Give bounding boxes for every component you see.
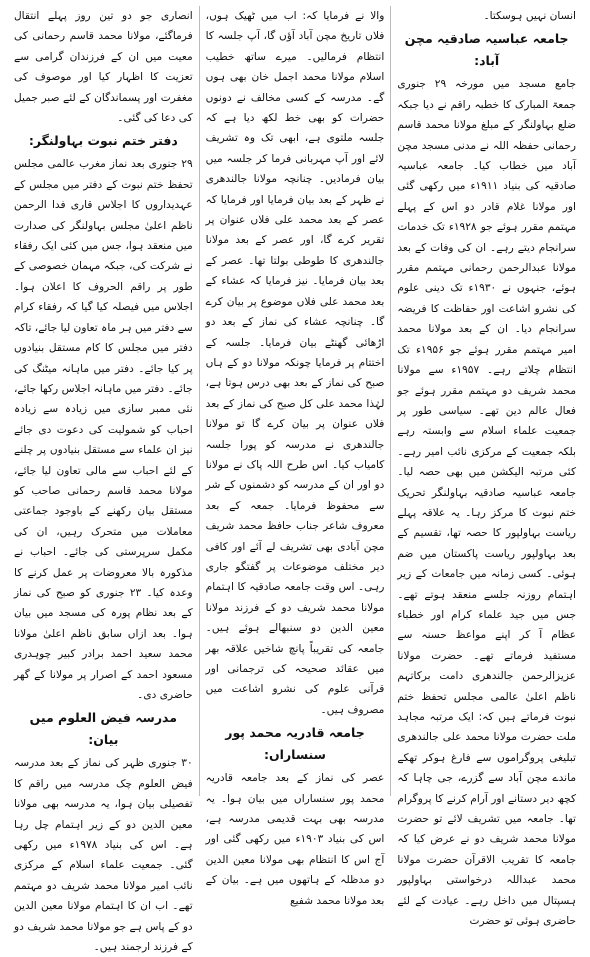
section-heading: جامعہ قادریہ محمد پور سنساراں: xyxy=(225,725,365,763)
column-middle xyxy=(200,6,392,907)
column-right xyxy=(391,6,582,928)
article-paragraph: ۳۰ جنوری ظہر کی نماز کے بعد مدرسہ فیض العلوم چک مدرسہ میں راقم کا تفصیلی بیان ہوا، یہ مدرسہ بھی مولانا معین الدین دو کے زیر اہتمام چل رہا ہے۔ اس کی بنیاد ۱۹۷۸ء میں رکھی گئی۔ جمعیت علماء اسلام کے مرکزی نائب امیر مولانا محمد شریف دو مہتمم تھے۔ اب ان کا اہتمام مولانا معین الدین دو کے پاس ہے جو مولانا محمد شریف دو کے فرزند ارجمند ہیں۔ xyxy=(13,757,193,954)
article-paragraph: ۲۹ جنوری بعد نماز مغرب عالمی مجلس تحفظ ختم نبوت کے دفتر میں مجلس کے عہدیداروں کا اجلاس قاری فدا الرحمن ناظم اعلیٰ مجلس بہاولنگر کی صدارت میں منعقد ہوا، جس میں کئی ایک رفقاء نے شرکت کی، جبکہ مہمان خصوصی کے طور پر راقم الحروف کا اعلان ہوا۔ اجلاس میں فیصلہ کیا گیا کہ رفقاء کرام سے دفتر میں ہر ماہ تعاون لیا جائے، تاکہ دفتر میں مجلس کا کام مستقل بنیادوں پر کیا جائے۔ دفتر میں ماہانہ میٹنگ کی جائے۔ دفتر میں ماہانہ اجلاس رکھا جائے، نئی ممبر سازی میں زیادہ سے زیادہ احباب کو شمولیت کی دعوت دی جائے نیز ان علماء سے مستقل بنیادوں پر چلنے کے لئے احباب سے مالی تعاون لیا جائے، مولانا محمد قاسم رحمانی صاحب کو مستقل بیان رکھنے کے باوجود جماعتی معاملات میں متحرک رہیں، ان کی مکمل سرپرستی کی جائے۔ احباب نے مذکورہ بالا معروضات پر عمل کرنے کا وعدہ کیا۔ ۲۳ جنوری کو صبح کی نماز کے بعد نظام پورہ کی مسجد میں بیان ہوا۔ بعد ازاں سابق ناظم اعلیٰ مولانا محمد سعید احمد برادر کبیر چوہدری مسعود احمد کے اصرار پر مولانا کے گھر حاضری دی۔ xyxy=(13,158,193,701)
article-paragraph: جامع مسجد میں مورخہ ۲۹ جنوری جمعۃ المبارک کا خطبہ راقم نے دیا جبکہ ضلع بہاولنگر کے مبلغ مولانا محمد قاسم رحمانی حفظہ اللہ نے مدنی مسجد مچن آباد میں خطاب کیا۔ جامعہ عباسیہ صادقیہ کی بنیاد ۱۹۱۱ء میں رکھی گئی اور مولانا غلام قادر دو اس کے پہلے مہتمم مقرر ہوئے جو ۱۹۲۸ء تک خدمات سرانجام دیتے رہے۔ ان کی وفات کے بعد مولانا عبدالرحمن رحمانی مہتمم مقرر ہوئے، جنہوں نے ۱۹۳۰ء تک دینی علوم کی نشرو اشاعت اور حفاظت کا فریضہ سرانجام دیا۔ ان کے بعد مولانا محمد امیر مہتمم مقرر ہوئے جو ۱۹۵۶ء تک انتظام چلاتے رہے۔ ۱۹۵۷ء سے مولانا محمد شریف دو مہتمم مقرر ہوئے جو فعال عالم دین تھے۔ سیاسی طور پر جمعیت علماء اسلام سے وابستہ رہے بلکہ جمعیت کے مرکزی نائب امیر رہے۔ کئی مرتبہ الیکشن میں بھی حصہ لیا۔ جامعہ عباسیہ صادقیہ بہاولنگر تحریک ختم نبوت کا مرکز رہا۔ یہ علاقہ پہلے ریاست بہاولپور کا حصہ تھا، تقسیم کے بعد بہاولپور ریاست پاکستان میں ضم ہوئی۔ کسی زمانہ میں جامعات کے زیر اہتمام روزنہ جلسے منعقد ہوتے تھے۔ جس میں جید علماء کرام اور خطباء عظام آ کر اپنے مواعظ حسنہ سے مستفید فرماتے تھے۔ حضرت مولانا عزیزالرحمن جالندھری دامت برکاتہم ناظم اعلیٰ عالمی مجلس تحفظ ختم نبوت فرماتے ہیں کہ: ایک مرتبہ مجاہد ملت حضرت مولانا محمد علی جالندھری تبلیغی پروگراموں سے فارغ ہوکر تھکے ماندے مچن آباد سے گزرے، جی چاہا کہ کچھ دیر دستانے اور آرام کرنے کا پروگرام تھا۔ جامعہ میں تشریف لائے تو حضرت مولانا محمد شریف دو نے عرض کیا کہ جامعہ کا تقریب الاقرآن حضرت مولانا محمد عبداللہ درخواستی بہاولپور ہسپتال میں داخل رہے۔ عیادت کے لئے حاضری ہوئی تو حضرت xyxy=(397,78,577,928)
article-paragraph: انصاری جو دو تین روز پہلے انتقال فرماگئے، مولانا محمد قاسم رحمانی کی معیت میں ان کے فرزندان گرامی سے تعزیت کا اظہار کیا اور موصوف کی مغفرت اور پسماندگان کے لئے صبر جمیل کی دعا کی گئی۔ xyxy=(13,10,193,125)
section-heading: مدرسہ فیض العلوم میں بیان: xyxy=(29,710,178,748)
column-left xyxy=(8,6,200,954)
article-paragraph: والا نے فرمایا کہ: اب میں ٹھیک ہوں، فلاں تاریخ مچن آباد آؤں گا، آپ جلسہ کا انتظام فرمالیں۔ میرے ساتھ خطیب اسلام مولانا محمد اجمل خان بھی ہوں گے۔ مدرسہ کے کسی مخالف نے دونوں حضرات کو بھی خط لکھ دیا ہے کہ جلسہ ملتوی ہے، ابھی تک وہ تشریف لائے اور آپ مہربانی فرما کر جلسہ میں بیان فرمادیں۔ چنانچہ مولانا جالندھری نے ظہر کے بعد بیان فرمایا اور فرمایا کہ عصر کے بعد محمد علی فلاں عنوان پر تقریر کرے گا، اور عصر کے بعد مولانا جالندھری کا طوطی بولتا تھا۔ عصر کے بعد بیان فرمایا۔ نیز فرمایا کہ عشاء کے بعد محمد علی فلاں موضوع پر بیان کرے گا۔ چنانچہ عشاء کی نماز کے بعد دو اڑھائی گھنٹے بیان فرمایا۔ جلسہ کے اختتام پر فرمایا چونکہ مولانا دو کے ہاں صبح کی نماز کے بعد بھی درس ہوتا ہے، لہٰذا محمد علی کل صبح کی نماز کے بعد فلاں عنوان پر بیان کرے گا تو مولانا جالندھری نے مدرسہ کو پورا جلسہ کامیاب کیا۔ اس طرح اللہ پاک نے مولانا دو اور ان کے مدرسہ کو دشمنوں کے شر سے محفوظ فرمایا۔ جمعہ کے بعد معروف شاعر جناب حافظ محمد شریف مچن آبادی بھی تشریف لے آئے اور کافی دیر مختلف موضوعات پر گفتگو جاری رہی۔ اس وقت جامعہ صادقیہ کا اہتمام مولانا محمد شریف دو کے فرزند مولانا معین الدین دو سنبھالے ہوئے ہیں۔ جامعہ کی تقریباً پانچ شاخیں علاقہ بھر میں عقائد صحیحہ کی ترجمانی اور قرآنی علوم کی نشرو اشاعت میں مصروف ہیں۔ xyxy=(205,10,385,716)
section-heading: دفتر ختم نبوت بہاولنگر: xyxy=(28,133,178,149)
article-paragraph: عصر کی نماز کے بعد جامعہ قادریہ محمد پور سنساراں میں بیان ہوا۔ یہ مدرسہ بھی بہت قدیمی مدرسہ ہے، اس کی بنیاد ۱۹۰۳ء میں رکھی گئی اور آج اس کا انتظام بھی مولانا معین الدین دو مدظلہ کے ہاتھوں میں ہے۔ بیان کے بعد مولانا محمد شفیع xyxy=(205,772,385,907)
section-heading: جامعہ عباسیہ صادقیہ مچن آباد: xyxy=(404,31,569,69)
article-paragraph: انسان نہیں ہوسکتا۔ xyxy=(483,10,576,22)
